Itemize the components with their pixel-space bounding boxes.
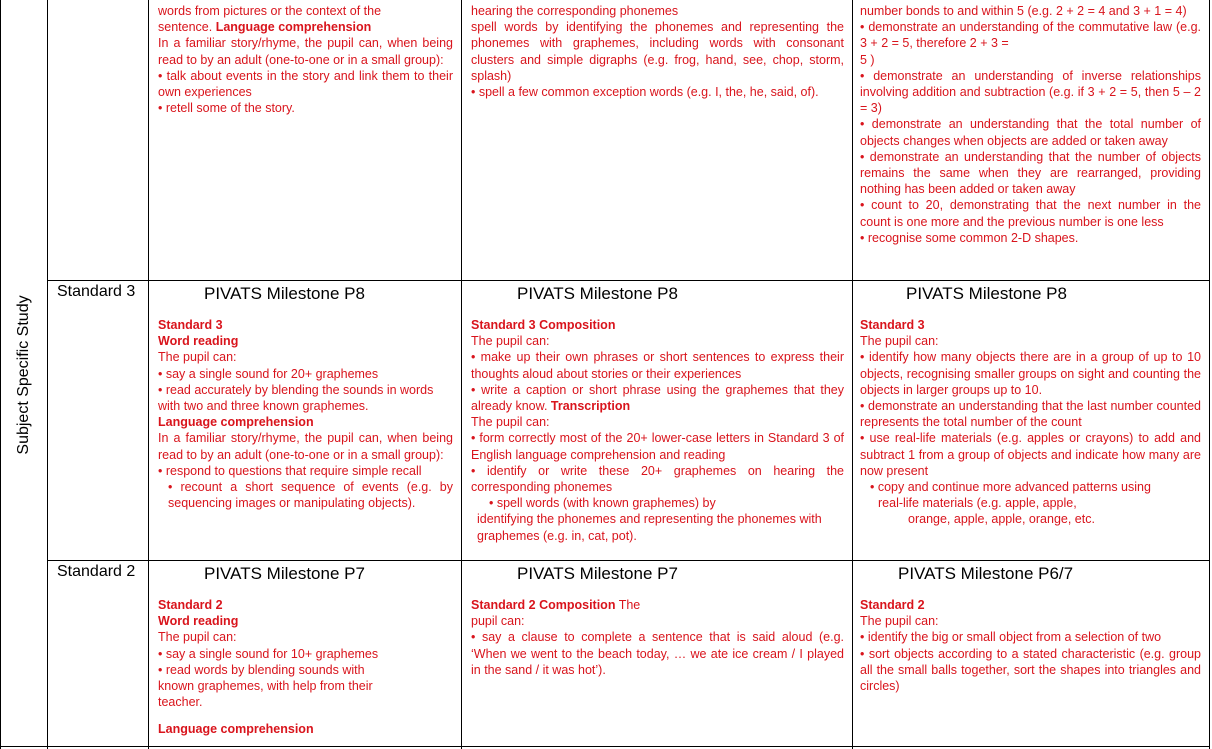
milestone-title: PIVATS Milestone P7 — [204, 564, 365, 583]
maths-bullet: • demonstrate an understanding that the last number counted represents the total number of the count — [860, 399, 1201, 430]
reading-paragraph: In a familiar story/rhyme, the pupil can, when being read to by an adult (one-to-one or in a small group): — [158, 36, 453, 67]
composition-line — [471, 597, 844, 613]
standard-2-maths-cell — [860, 561, 1201, 694]
top-reading-cell — [158, 3, 453, 116]
maths-text: 5 ) — [860, 52, 875, 67]
standard-heading: Standard 3 — [860, 318, 925, 332]
maths-bullet: • demonstrate an understanding that the total number of objects changes when objects are added or taken away — [860, 117, 1201, 148]
maths-bullet-continuation: orange, apple, apple, orange, etc. — [908, 512, 1095, 527]
writing-continuation-text: hearing the corresponding phonemes — [471, 4, 679, 18]
reading-bullet: • respond to questions that require simple recall — [158, 463, 422, 478]
milestone-title: PIVATS Milestone P7 — [517, 564, 678, 583]
writing-bullet — [471, 382, 844, 414]
maths-bullet: • demonstrate an understanding that the number of objects remains the same when they are rearranged, providing nothing has been added or taken away — [860, 149, 1201, 197]
word-reading-heading: Word reading — [158, 334, 239, 349]
table-border-right — [1209, 0, 1210, 749]
reading-bullet-continuation: known graphemes, with help from their — [158, 679, 373, 694]
maths-bullet: • demonstrate an understanding of the commutative law (e.g. 3 + 2 = 5, therefore 2 + 3 = — [860, 20, 1201, 51]
column-divider — [148, 0, 149, 749]
writing-paragraph: spell words by identifying the phonemes and representing the phonemes with graphemes, including words with consonant clusters and simple digraphs (e.g. frog, hand, see, chop, storm, splash) — [471, 20, 844, 83]
word-reading-heading: Word reading — [158, 614, 239, 629]
writing-bullet: • spell a few common exception words (e.g. I, the, he, said, of). — [471, 85, 819, 100]
reading-bullet: • read words by blending sounds with — [158, 662, 365, 677]
column-divider — [461, 0, 462, 749]
reading-bullet: • say a single sound for 20+ graphemes — [158, 366, 379, 381]
maths-bullet: • recognise some common 2-D shapes. — [860, 230, 1079, 245]
milestone-title: PIVATS Milestone P8 — [517, 284, 678, 303]
reading-bullet: • recount a short sequence of events (e.g. by sequencing images or manipulating objects). — [168, 480, 453, 511]
intro-text: The pupil can: — [158, 630, 237, 645]
writing-bullet: • say a clause to complete a sentence that is said aloud (e.g. ‘When we went to the beach today, … we ate ice cream / I played in the sand / it was hot’). — [471, 630, 844, 677]
writing-bullet: • make up their own phrases or short sentences to express their thoughts aloud about stories or their experiences — [471, 350, 844, 381]
writing-bullet-continuation: identifying the phonemes and representing the phonemes with graphemes (e.g. in, cat, pot). — [477, 512, 822, 543]
column-divider — [852, 0, 853, 749]
maths-bullet: • identify the big or small object from a selection of two — [860, 630, 1162, 645]
milestone-title: PIVATS Milestone P8 — [204, 284, 365, 303]
standard-heading: Standard 2 — [860, 598, 925, 612]
writing-bullet: • identify or write these 20+ graphemes on hearing the corresponding phonemes — [471, 463, 844, 495]
maths-bullet: • copy and continue more advanced patterns using — [870, 480, 1151, 495]
sentence-text: sentence. — [158, 20, 213, 35]
writing-bullet: • form correctly most of the 20+ lower-case letters in Standard 3 of English language comprehension and reading — [471, 431, 844, 462]
bullet-text: • write a caption or short phrase using the graphemes that they already know. — [471, 382, 844, 414]
heading-tail-text: The — [618, 598, 641, 612]
maths-bullet: • use real-life materials (e.g. apples or crayons) to add and subtract 1 from a group of objects and indicate how many are now present — [860, 431, 1201, 478]
top-writing-cell — [471, 3, 844, 100]
maths-bullet: • count to 20, demonstrating that the next number in the count is one more and the previous number is one less — [860, 198, 1201, 229]
standard-3-writing-cell — [471, 281, 844, 544]
writing-bullet: • spell words (with known graphemes) by — [489, 496, 716, 511]
intro-text: The pupil can: — [860, 614, 939, 629]
maths-bullet-continuation: real-life materials (e.g. apple, apple, — [878, 496, 1077, 511]
standard-3-label: Standard 3 — [57, 283, 136, 300]
intro-text: pupil can: — [471, 614, 525, 629]
reading-paragraph: In a familiar story/rhyme, the pupil can, when being read to by an adult (one-to-one or in a small group): — [158, 431, 453, 462]
reading-continuation-text: words from pictures or the context of the — [158, 4, 382, 18]
reading-bullet: • say a single sound for 10+ graphemes — [158, 646, 379, 661]
language-comprehension-heading: Language comprehension — [215, 20, 372, 35]
subject-specific-study-label: Subject Specific Study — [15, 294, 32, 455]
standard-2-label: Standard 2 — [57, 563, 136, 580]
language-comprehension-heading: Language comprehension — [158, 722, 314, 737]
standard-3-maths-cell — [860, 281, 1201, 528]
reading-bullet: • retell some of the story. — [158, 101, 295, 116]
standard-heading: Standard 3 — [158, 318, 223, 332]
milestone-title: PIVATS Milestone P8 — [906, 284, 1067, 303]
reading-bullet-continuation: teacher. — [158, 695, 203, 710]
maths-bullet: • sort objects according to a stated characteristic (e.g. group all the small balls together, sort the shapes into triangles and circles) — [860, 646, 1201, 694]
table-border-bottom — [0, 746, 1210, 747]
standard-2-writing-cell — [471, 561, 844, 678]
milestone-title: PIVATS Milestone P6/7 — [898, 564, 1074, 583]
intro-text: The pupil can: — [860, 334, 939, 349]
intro-text: The pupil can: — [471, 334, 550, 349]
intro-text: The pupil can: — [471, 415, 550, 430]
reading-bullet: • read accurately by blending the sounds in words with two and three known graphemes. — [158, 382, 434, 414]
top-maths-cell — [860, 3, 1201, 246]
composition-heading: Standard 3 Composition — [471, 318, 616, 332]
maths-continuation-text: number bonds to and within 5 (e.g. 2 + 2 = 4 and 3 + 1 = 4) — [860, 4, 1187, 18]
language-comprehension-heading: Language comprehension — [158, 415, 314, 430]
standard-3-reading-cell — [158, 281, 453, 511]
standard-heading: Standard 2 — [158, 598, 223, 612]
composition-heading: Standard 2 Composition — [471, 598, 616, 612]
maths-bullet: • demonstrate an understanding of inverse relationships involving addition and subtraction (e.g. if 3 + 2 = 5, then 5 – 2 = 3) — [860, 68, 1201, 116]
maths-bullet: • identify how many objects there are in a group of up to 10 objects, recognising smaller groups on sight and counting the objects in larger groups up to 10. — [860, 350, 1201, 397]
side-label-column — [0, 0, 48, 749]
intro-text: The pupil can: — [158, 350, 237, 365]
reading-bullet: • talk about events in the story and link them to their own experiences — [158, 68, 453, 100]
reading-sentence-line — [158, 19, 453, 35]
transcription-heading: Transcription — [550, 399, 631, 414]
standard-2-reading-cell — [158, 561, 453, 738]
